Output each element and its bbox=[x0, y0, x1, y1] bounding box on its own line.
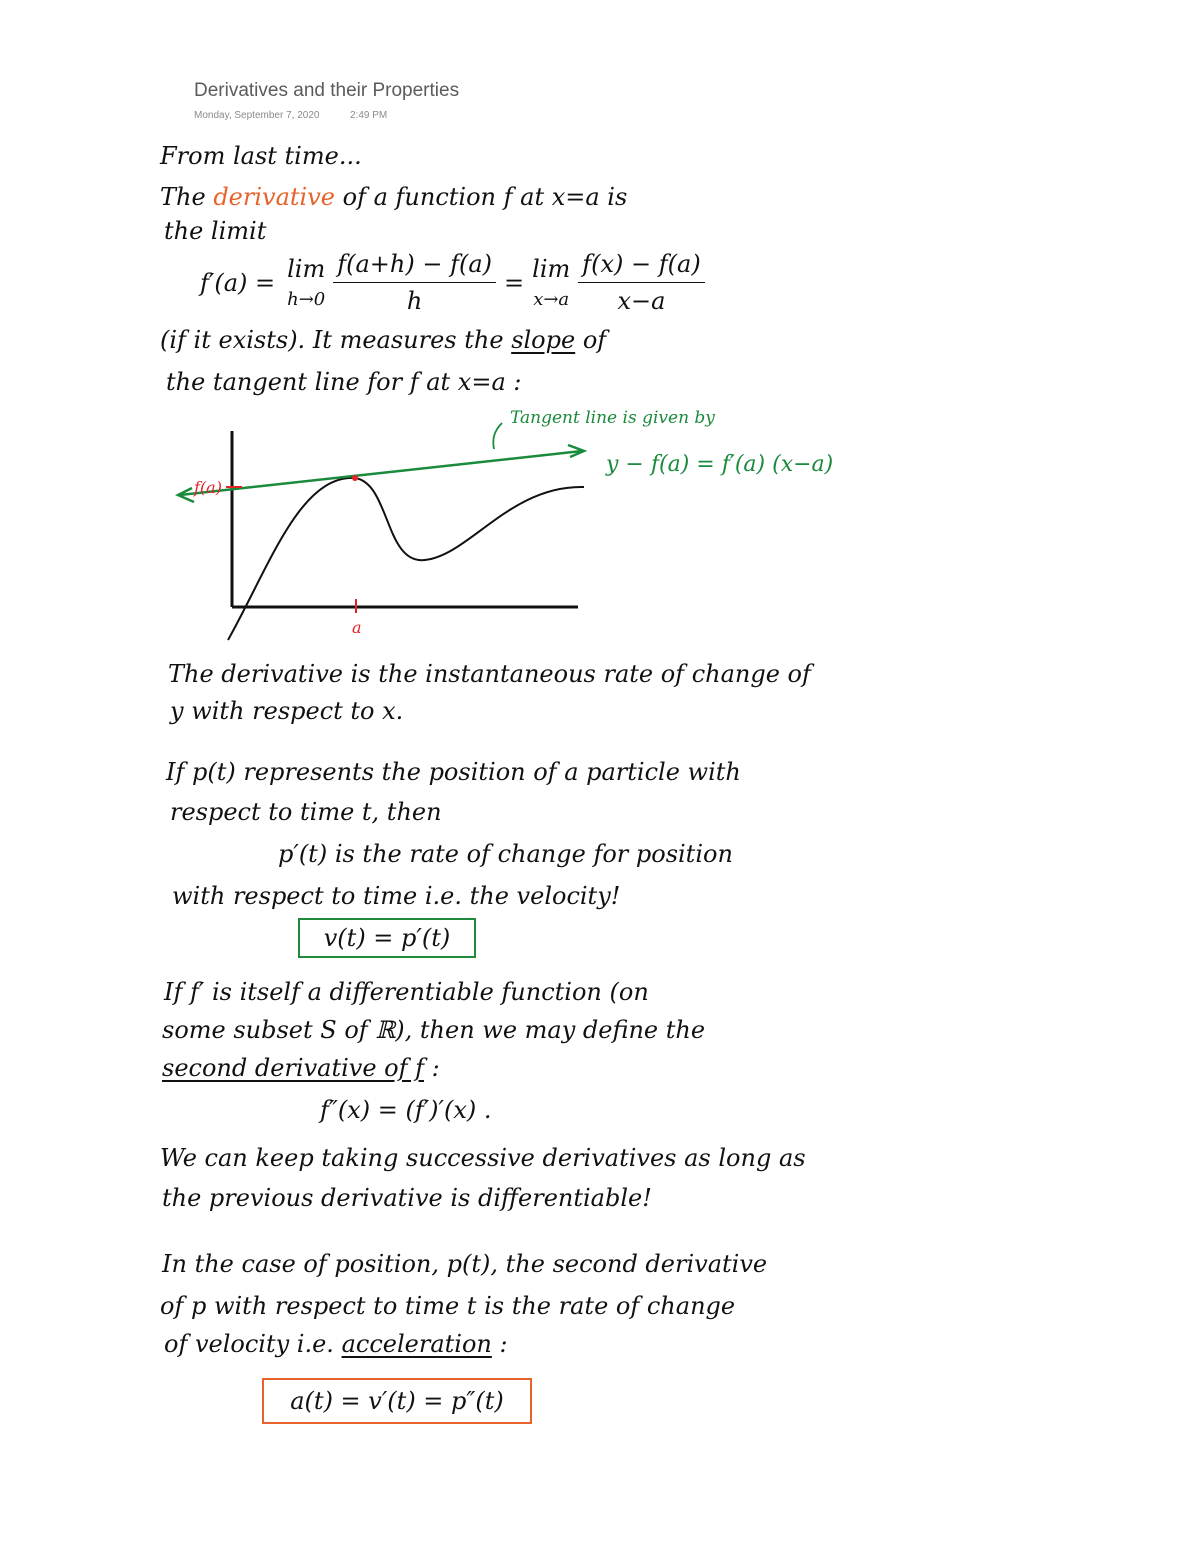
lim-x bbox=[532, 255, 570, 310]
position-line-3: p′(t) is the rate of change for position bbox=[278, 840, 733, 868]
tangent-graph bbox=[150, 395, 834, 645]
from-last-time: From last time... bbox=[160, 142, 362, 170]
exists-suffix: of bbox=[582, 326, 607, 354]
successive-line-2: the previous derivative is differentiable! bbox=[162, 1184, 652, 1212]
frac2-numerator: f(x) − f(a) bbox=[578, 250, 704, 283]
second-line-3 bbox=[162, 1054, 440, 1082]
tangent-line-text: the tangent line for f at x=a : bbox=[166, 368, 522, 396]
note-pointer bbox=[493, 423, 502, 449]
successive-line-1: We can keep taking successive derivatives as long as bbox=[160, 1144, 806, 1172]
position-line-2: respect to time t, then bbox=[170, 798, 442, 826]
a-label: a bbox=[352, 618, 362, 637]
lim-word-1: lim bbox=[287, 255, 326, 283]
definition-line-2: the limit bbox=[164, 217, 267, 245]
second-colon: : bbox=[431, 1054, 440, 1082]
acceleration-equation: a(t) = v′(t) = p″(t) bbox=[290, 1387, 504, 1415]
velocity-equation: v(t) = p′(t) bbox=[323, 924, 451, 952]
slope-term: slope bbox=[511, 326, 576, 354]
acceleration-term: acceleration bbox=[341, 1330, 492, 1358]
acceleration-colon: : bbox=[499, 1330, 508, 1358]
acceleration-line-3 bbox=[164, 1330, 508, 1358]
frac1-numerator: f(a+h) − f(a) bbox=[333, 250, 496, 283]
position-line-4: with respect to time i.e. the velocity! bbox=[172, 882, 621, 910]
second-line-1: If f′ is itself a differentiable function (on bbox=[164, 978, 649, 1006]
definition-rest: of a function f at x=a is bbox=[342, 183, 628, 211]
tangency-point bbox=[352, 475, 358, 481]
instantaneous-line-1: The derivative is the instantaneous rate of change of bbox=[168, 660, 811, 688]
acceleration-prefix: of velocity i.e. bbox=[164, 1330, 334, 1358]
limit-equals: = bbox=[504, 268, 525, 297]
page-title: Derivatives and their Properties bbox=[194, 80, 460, 101]
acceleration-line-2: of p with respect to time t is the rate of change bbox=[160, 1292, 736, 1320]
instantaneous-line-2: y with respect to x. bbox=[170, 697, 404, 725]
acceleration-line-1: In the case of position, p(t), the second derivative bbox=[162, 1250, 768, 1278]
frac1-denominator: h bbox=[406, 287, 423, 315]
acceleration-equation-box bbox=[262, 1378, 532, 1424]
difference-quotient-1 bbox=[333, 250, 496, 315]
lim-sub-1: h→0 bbox=[287, 289, 326, 310]
second-line-2: some subset S of ℝ), then we may define the bbox=[162, 1016, 706, 1044]
tangent-equation: y − f(a) = f′(a) (x−a) bbox=[606, 452, 834, 477]
fa-label: f(a) bbox=[194, 478, 222, 497]
second-derivative-equation: f″(x) = (f′)′(x) . bbox=[320, 1096, 492, 1124]
second-derivative-term: second derivative of f bbox=[162, 1054, 424, 1082]
lim-sub-2: x→a bbox=[533, 289, 570, 310]
derivative-term: derivative bbox=[213, 183, 335, 211]
limit-lhs: f′(a) = bbox=[200, 268, 276, 297]
limit-definition bbox=[200, 250, 705, 315]
frac2-denominator: x−a bbox=[617, 287, 666, 315]
position-line-1: If p(t) represents the position of a particle with bbox=[166, 758, 741, 786]
tangent-line bbox=[180, 451, 582, 495]
lim-word-2: lim bbox=[532, 255, 571, 283]
lim-h bbox=[287, 255, 325, 310]
exists-line bbox=[160, 326, 606, 354]
exists-prefix: (if it exists). It measures the bbox=[160, 326, 504, 354]
page-time: 2:49 PM bbox=[350, 110, 388, 121]
definition-line-1 bbox=[160, 183, 627, 211]
definition-prefix: The bbox=[160, 183, 206, 211]
page-date: Monday, September 7, 2020 bbox=[194, 110, 320, 121]
difference-quotient-2 bbox=[578, 250, 704, 315]
function-curve bbox=[228, 478, 584, 640]
velocity-equation-box bbox=[298, 918, 476, 958]
tangent-note: Tangent line is given by bbox=[510, 408, 715, 428]
